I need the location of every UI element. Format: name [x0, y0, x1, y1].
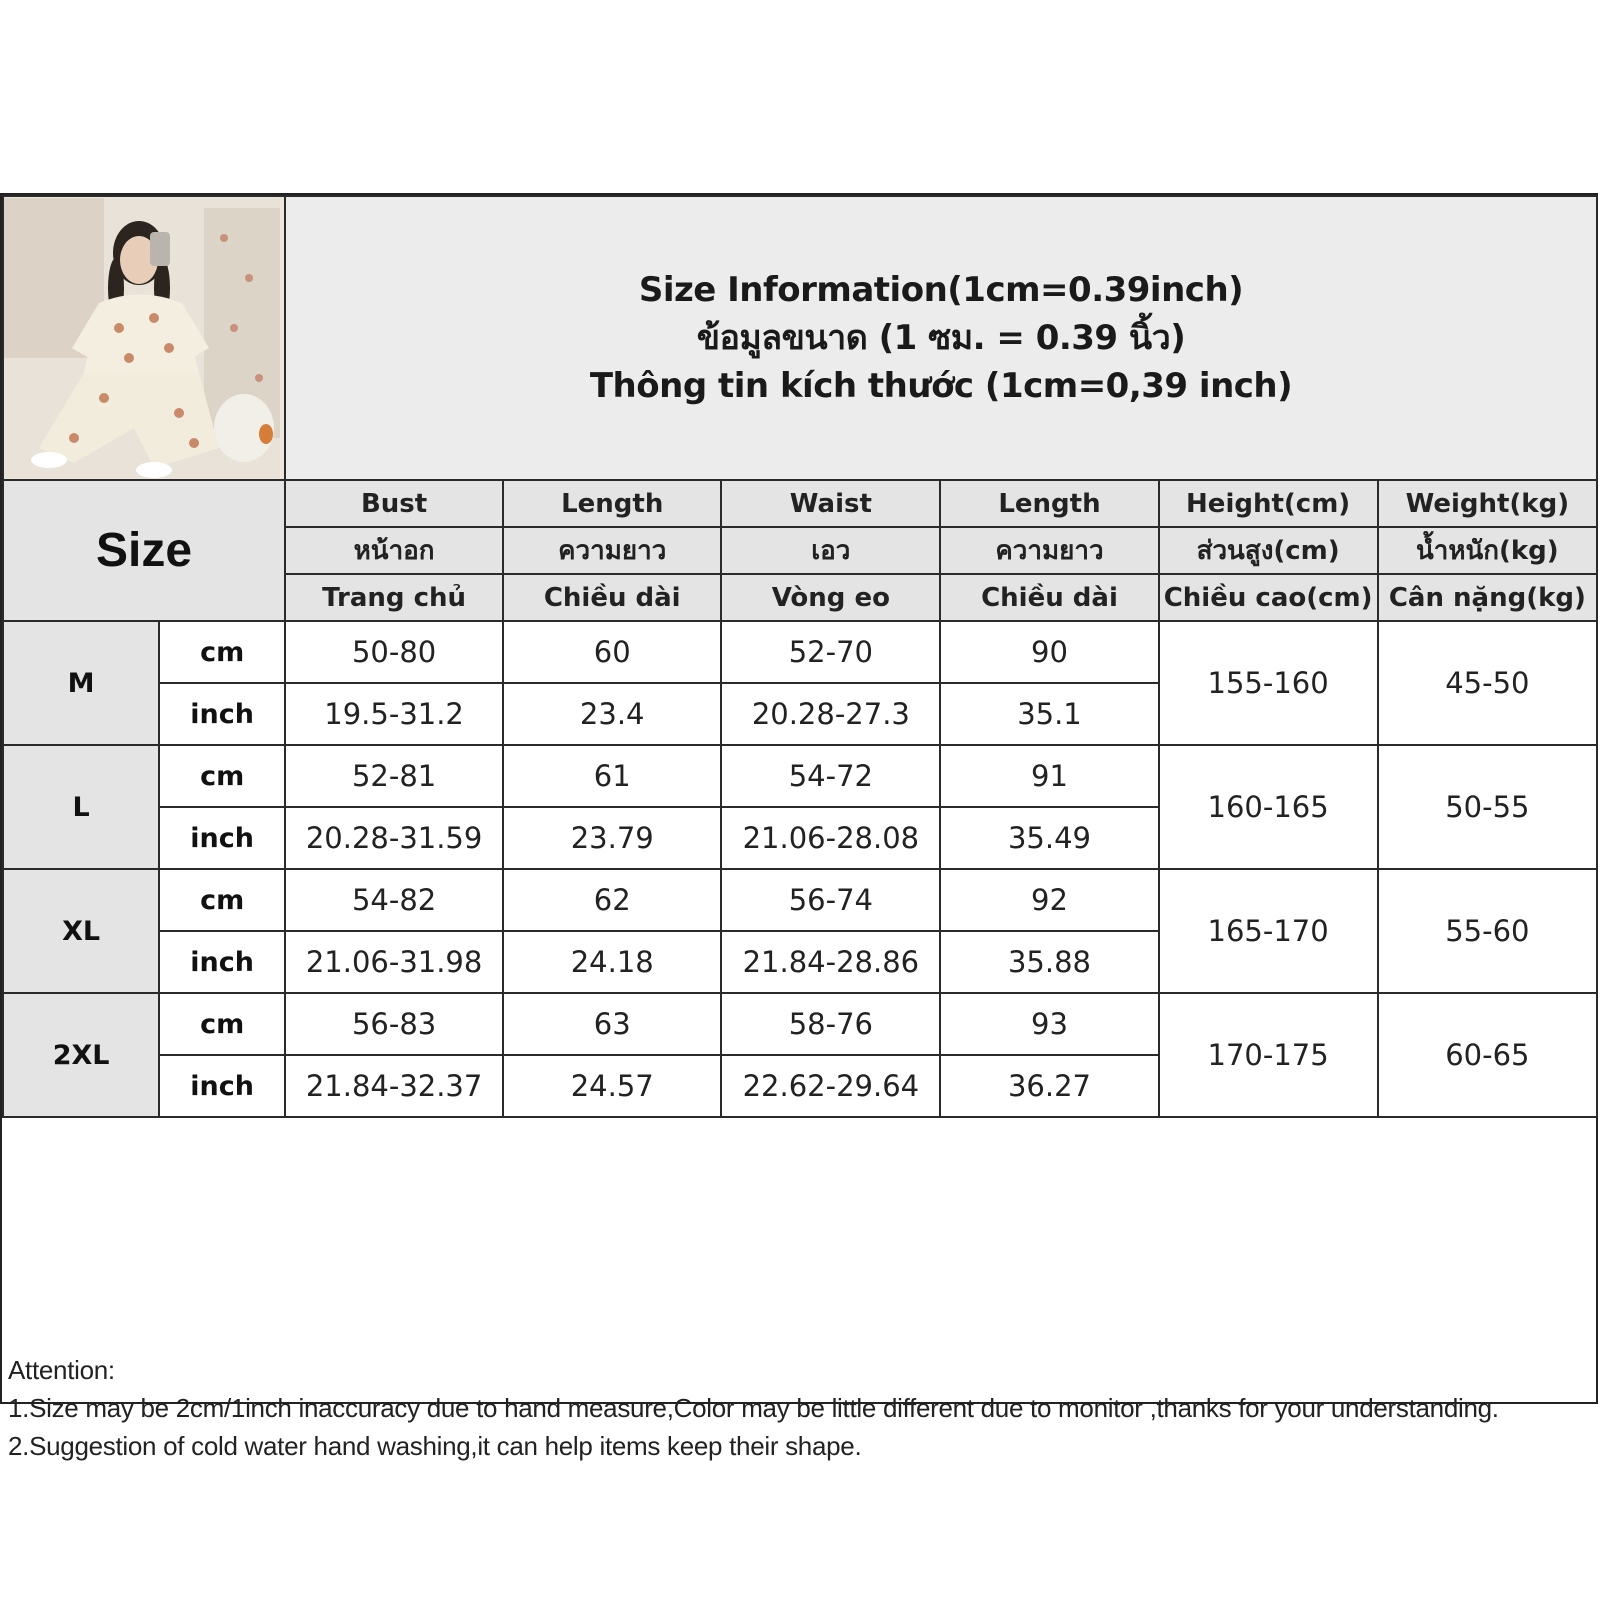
measurement-cell: 50-80 [285, 621, 503, 683]
note-item: 2.Suggestion of cold water hand washing,it can help items keep their shape. [8, 1431, 862, 1461]
measurement-cell: 20.28-27.3 [721, 683, 940, 745]
measurement-cell: 20.28-31.59 [285, 807, 503, 869]
title-block [285, 196, 1597, 480]
unit-label: cm [159, 993, 285, 1055]
height-range-cell: 155-160 [1159, 621, 1378, 745]
measurement-cell: 63 [503, 993, 721, 1055]
measurement-cell: 35.1 [940, 683, 1158, 745]
measurement-cell: 52-81 [285, 745, 503, 807]
column-header-en: Height(cm) [1159, 480, 1378, 527]
size-column-header: Size [3, 480, 285, 621]
unit-label: inch [159, 683, 285, 745]
measurement-cell: 24.57 [503, 1055, 721, 1117]
size-table [2, 195, 1598, 1118]
unit-label: cm [159, 621, 285, 683]
title-thai: ข้อมูลขนาด (1 ซม. = 0.39 นิ้ว) [696, 318, 1186, 358]
measurement-cell: 36.27 [940, 1055, 1158, 1117]
height-range-cell: 160-165 [1159, 745, 1378, 869]
notes-heading: Attention: [8, 1355, 115, 1385]
measurement-cell: 23.79 [503, 807, 721, 869]
size-chart [0, 193, 1598, 1461]
measurement-cell: 91 [940, 745, 1158, 807]
measurement-cell: 24.18 [503, 931, 721, 993]
column-header-vi: Chiều dài [503, 574, 721, 621]
column-header-vi: Trang chủ [285, 574, 503, 621]
measurement-cell: 19.5-31.2 [285, 683, 503, 745]
unit-label: inch [159, 931, 285, 993]
measurement-cell: 62 [503, 869, 721, 931]
column-header-th: น้ำหนัก(kg) [1378, 527, 1597, 574]
column-header-th: หน้าอก [285, 527, 503, 574]
weight-range-cell: 45-50 [1378, 621, 1597, 745]
column-header-vi: Chiều cao(cm) [1159, 574, 1378, 621]
column-header-en: Length [940, 480, 1158, 527]
column-header-en: Bust [285, 480, 503, 527]
measurement-cell: 93 [940, 993, 1158, 1055]
column-header-vi: Cân nặng(kg) [1378, 574, 1597, 621]
weight-range-cell: 60-65 [1378, 993, 1597, 1117]
height-range-cell: 170-175 [1159, 993, 1378, 1117]
measurement-cell: 92 [940, 869, 1158, 931]
measurement-cell: 52-70 [721, 621, 940, 683]
model-pajama-photo [4, 198, 280, 478]
measurement-cell: 61 [503, 745, 721, 807]
weight-range-cell: 55-60 [1378, 869, 1597, 993]
column-header-en: Length [503, 480, 721, 527]
size-label: L [3, 745, 159, 869]
unit-label: inch [159, 807, 285, 869]
measurement-cell: 21.84-28.86 [721, 931, 940, 993]
measurement-cell: 54-82 [285, 869, 503, 931]
measurement-cell: 35.49 [940, 807, 1158, 869]
title-vietnamese: Thông tin kích thước (1cm=0,39 inch) [589, 366, 1293, 406]
measurement-cell: 21.84-32.37 [285, 1055, 503, 1117]
measurement-cell: 90 [940, 621, 1158, 683]
column-header-th: ส่วนสูง(cm) [1159, 527, 1378, 574]
size-label: 2XL [3, 993, 159, 1117]
product-photo [3, 196, 285, 480]
column-header-vi: Vòng eo [721, 574, 940, 621]
size-label: M [3, 621, 159, 745]
unit-label: cm [159, 745, 285, 807]
unit-label: cm [159, 869, 285, 931]
weight-range-cell: 50-55 [1378, 745, 1597, 869]
measurement-cell: 23.4 [503, 683, 721, 745]
measurement-cell: 21.06-31.98 [285, 931, 503, 993]
measurement-cell: 58-76 [721, 993, 940, 1055]
measurement-cell: 56-74 [721, 869, 940, 931]
column-header-th: ความยาว [503, 527, 721, 574]
column-header-th: เอว [721, 527, 940, 574]
size-label: XL [3, 869, 159, 993]
column-header-en: Waist [721, 480, 940, 527]
measurement-cell: 56-83 [285, 993, 503, 1055]
measurement-cell: 35.88 [940, 931, 1158, 993]
measurement-cell: 60 [503, 621, 721, 683]
attention-notes [8, 1351, 1588, 1465]
column-header-vi: Chiều dài [940, 574, 1158, 621]
measurement-cell: 54-72 [721, 745, 940, 807]
measurement-cell: 21.06-28.08 [721, 807, 940, 869]
height-range-cell: 165-170 [1159, 869, 1378, 993]
unit-label: inch [159, 1055, 285, 1117]
column-header-en: Weight(kg) [1378, 480, 1597, 527]
title-english: Size Information(1cm=0.39inch) [638, 270, 1244, 310]
note-item: 1.Size may be 2cm/1inch inaccuracy due to hand measure,Color may be little different due to monitor ,thanks for your understanding. [8, 1393, 1499, 1423]
column-header-th: ความยาว [940, 527, 1158, 574]
measurement-cell: 22.62-29.64 [721, 1055, 940, 1117]
